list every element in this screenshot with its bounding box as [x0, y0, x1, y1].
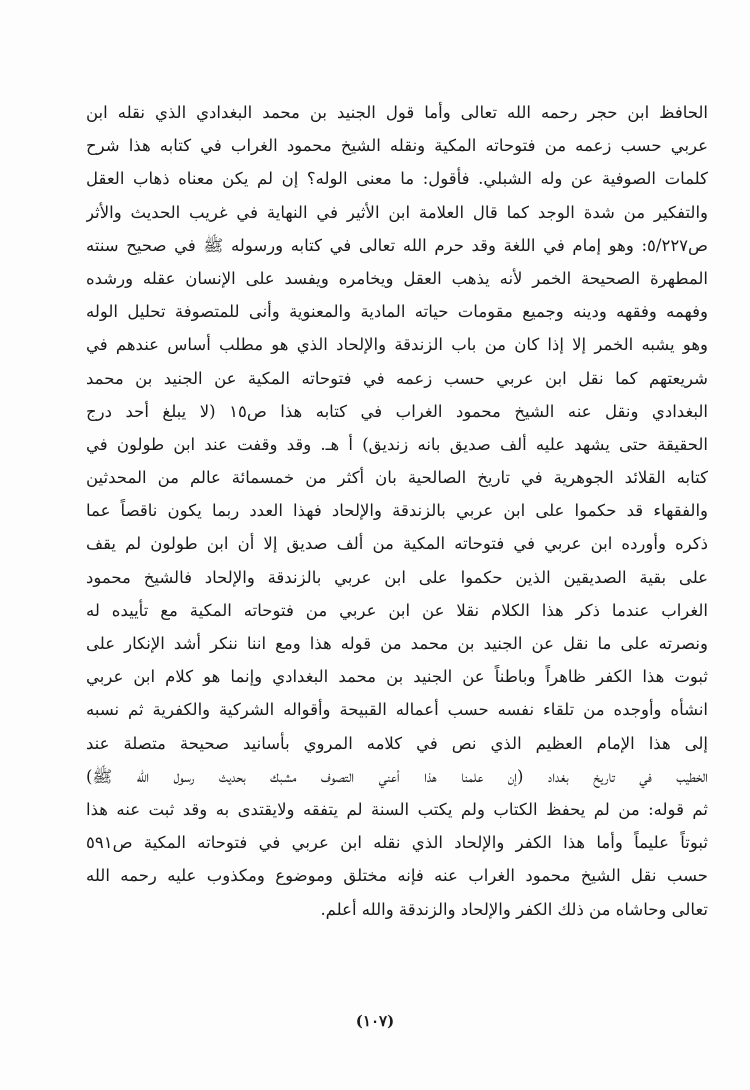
- text-line: والتفكير من شدة الوجد كما قال العلامة ابن الأثير في النهاية في غريب الحديث والأثر: [86, 202, 708, 222]
- text-line: الحقيقة حتى يشهد عليه ألف صديق بانه زنديق) أ هـ. وقد وقفت عند ابن طولون في: [86, 434, 708, 454]
- text-line: حسب نقل الشيخ محمود الغراب عنه فإنه مختلق وموضوع ومكذوب عليه رحمه الله: [86, 866, 708, 886]
- text-line: الخطيب في تاريخ بغداد (إن علمنا هذا أعني التصوف مشبك بحديث رسول الله ﷺ): [86, 766, 708, 786]
- text-line: ص٥/٢٢٧: وهو إمام في اللغة وقد حرم الله تعالى في كتابه ورسوله ﷺ في صحيح سنته: [86, 235, 708, 255]
- text-line: ثم قوله: من لم يحفظ الكتاب ولم يكتب السنة لم يتفقه ولايقتدى به وقد ثبت عنه هذا: [86, 799, 708, 819]
- text-line: عربي حسب زعمه من فتوحاته المكية ونقله الشيخ محمود الغراب في كتابه هذا شرح: [86, 136, 708, 156]
- text-line: والفقهاء قد حكموا على ابن عربي بالزندقة والإلحاد فهذا العدد ربما يكون ناقصاً عما: [86, 501, 708, 521]
- text-line: الحافظ ابن حجر رحمه الله تعالى وأما قول الجنيد بن محمد البغدادي الذي نقله ابن: [86, 103, 708, 122]
- text-line: ذكره وأورده ابن عربي في فتوحاته المكية من ألف صديق إلا أن ابن طولون لم يقف: [86, 534, 708, 554]
- text-line: إلى هذا الإمام العظيم الذي نص في كلامه المروي بأسانيد صحيحة متصلة عند: [86, 733, 708, 753]
- text-line: تعالى وحاشاه من ذلك الكفر والإلحاد والزندقة والله أعلم.: [320, 899, 708, 919]
- text-line: الغراب عندما ذكر هذا الكلام نقلا عن ابن عربي من فتوحاته المكية مع تأييده له: [86, 600, 708, 620]
- text-line: ثبوت هذا الكفر ظاهراً وباطناً عن الجنيد بن محمد البغدادي وإنما هو كلام ابن عربي: [86, 667, 708, 687]
- body-text: [86, 96, 708, 926]
- text-line: كتابه القلائد الجوهرية في تاريخ الصالحية بان أكثر من خمسمائة عالم من المحدثين: [86, 468, 708, 488]
- text-line: وهو يشبه الخمر إلا إذا كان من باب الزندقة والإلحاد الذي هو مطلب أساس عندهم في: [86, 335, 708, 355]
- text-line: وفهمه وفقهه ودينه وجميع مقومات حياته المادية والمعنوية وأنى للمتصوفة تحليل الوله: [86, 302, 708, 322]
- text-line: البغدادي ونقل عنه الشيخ محمود الغراب في كتابه هذا ص١٥ (لا يبلغ أحد درج: [86, 401, 708, 421]
- text-line: المطهرة الصحيحة الخمر لأنه يذهب العقل ويخامره ويفسد على الإنسان عقله ورشده: [86, 268, 708, 288]
- page-number: (١٠٧): [355, 1012, 395, 1030]
- text-line: ونصرته على ما نقل عن الجنيد بن محمد من قوله هذا ومع اننا ننكر أشد الإنكار على: [86, 634, 708, 653]
- text-line: على بقية الصديقين الذين حكموا على ابن عربي بالزندقة والإلحاد فالشيخ محمود: [86, 567, 708, 587]
- text-line: ثبوتاً عليماً وأما هذا الكفر والإلحاد الذي نقله ابن عربي في فتوحاته المكية ص٥٩١: [86, 833, 708, 853]
- text-line: انشأه وأوجده من تلقاء نفسه حسب أعماله القبيحة وأقواله الشركية والكفرية ثم نسبه: [86, 700, 708, 720]
- text-line: شريعتهم كما نقل ابن عربي حسب زعمه في فتوحاته المكية عن الجنيد بن محمد: [86, 368, 708, 388]
- text-line: كلمات الصوفية عن وله الشبلي. فأقول: ما معنى الوله؟ إن لم يكن معناه ذهاب العقل: [86, 169, 708, 189]
